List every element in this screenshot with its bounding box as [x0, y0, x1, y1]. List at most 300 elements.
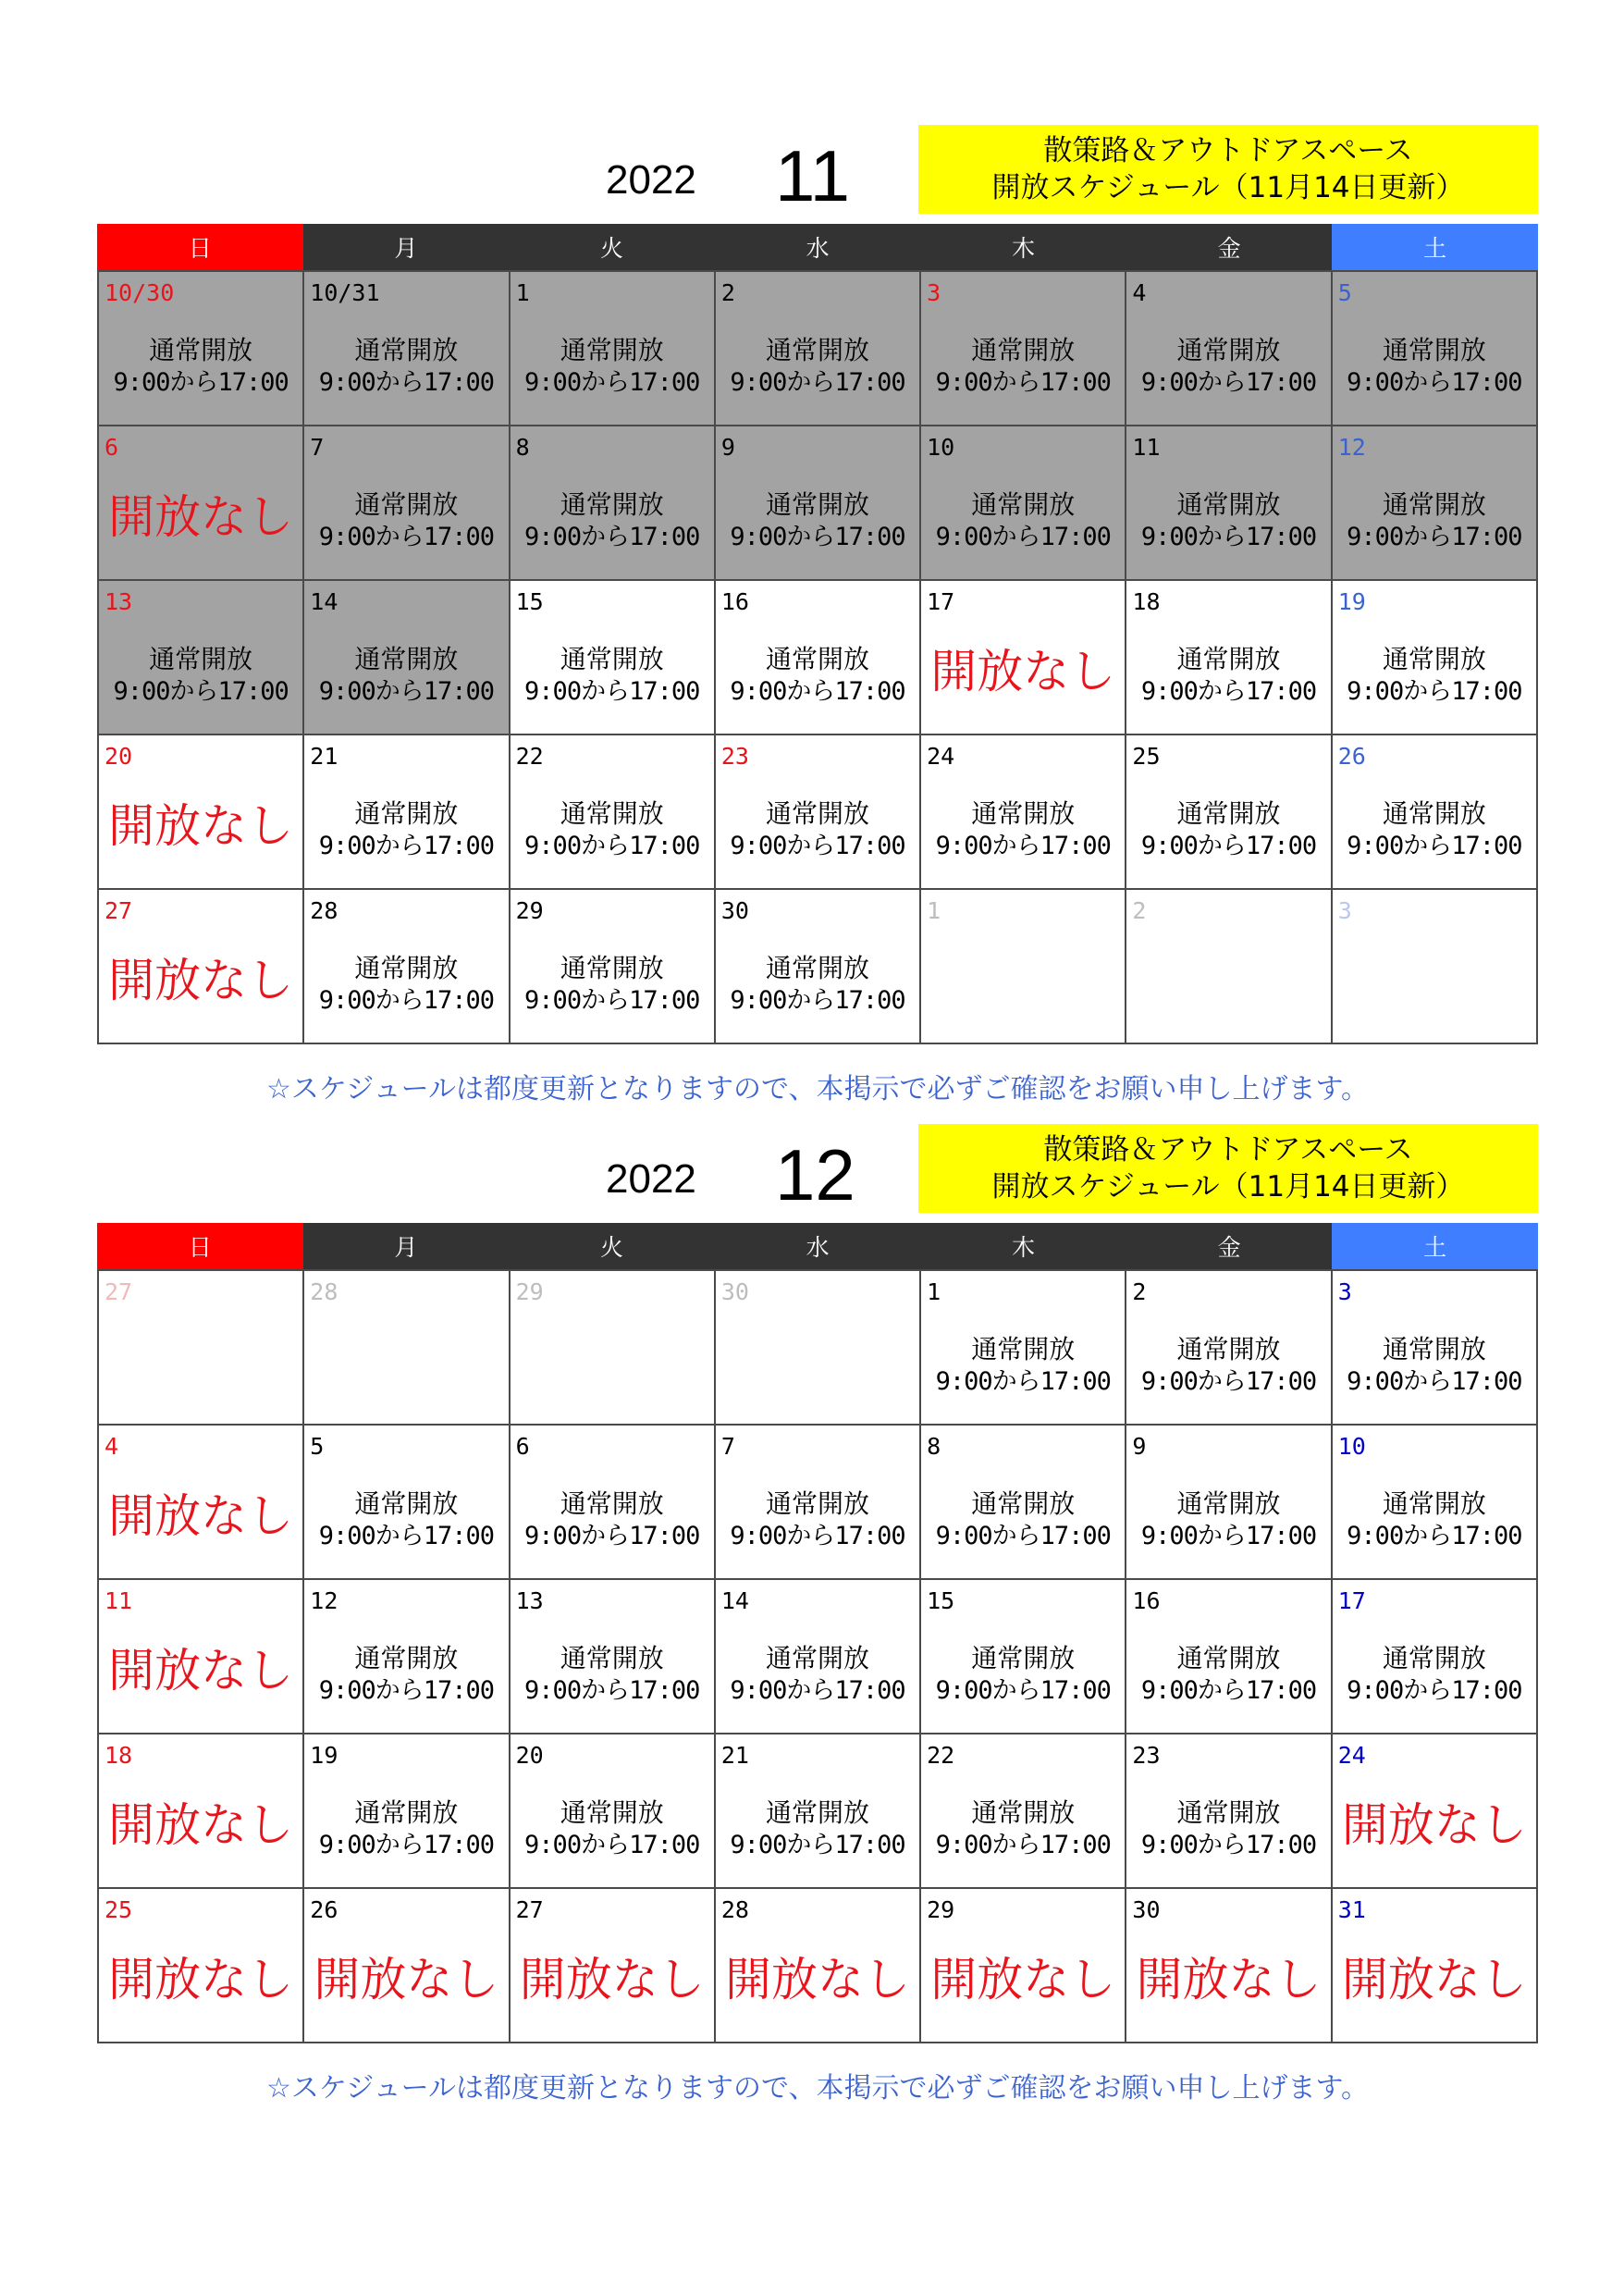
weekday-label: 水	[715, 1223, 921, 1269]
day-number: 18	[105, 1742, 133, 1769]
open-status	[1126, 1643, 1330, 1708]
open-status	[511, 798, 714, 863]
day-number: 3	[927, 279, 941, 306]
day-number: 20	[105, 743, 133, 770]
day-cell	[99, 1734, 304, 1889]
weekday-label: 木	[920, 224, 1126, 270]
day-cell	[99, 1426, 304, 1580]
day-number: 31	[1337, 1896, 1366, 1923]
open-hours: 9:00から17:00	[1347, 368, 1522, 397]
open-status	[716, 644, 919, 709]
open-label: 通常開放	[1176, 489, 1281, 520]
calendar-month: 12	[775, 1134, 855, 1216]
closed-status: 開放なし	[108, 1798, 294, 1852]
weekday-label: 月	[303, 224, 510, 270]
closed-status: 開放なし	[519, 1953, 705, 2006]
day-cell	[716, 1580, 921, 1734]
closed-status: 開放なし	[724, 1953, 910, 2006]
open-hours: 9:00から17:00	[524, 1831, 700, 1859]
open-label: 通常開放	[765, 335, 869, 365]
closed-status: 開放なし	[108, 954, 294, 1007]
day-number: 6	[105, 434, 119, 461]
open-status	[716, 1643, 919, 1708]
open-label: 通常開放	[765, 644, 869, 674]
calendar-weeks	[97, 1269, 1538, 2043]
day-number: 10/31	[310, 279, 380, 306]
day-number: 1	[927, 1278, 941, 1305]
day-cell	[511, 1271, 716, 1426]
open-hours: 9:00から17:00	[524, 986, 700, 1015]
closed-status: 開放なし	[930, 645, 1116, 698]
open-label: 通常開放	[1382, 1334, 1486, 1364]
open-label: 通常開放	[1176, 1643, 1281, 1673]
open-label: 通常開放	[354, 953, 459, 983]
open-hours: 9:00から17:00	[730, 1831, 905, 1859]
open-hours: 9:00から17:00	[1347, 1522, 1522, 1550]
day-number: 2	[1132, 897, 1147, 924]
day-number: 13	[515, 1587, 544, 1614]
open-status	[1333, 1643, 1536, 1708]
day-cell	[716, 581, 921, 735]
day-number: 16	[720, 588, 749, 615]
open-hours: 9:00から17:00	[318, 677, 495, 706]
open-label: 通常開放	[149, 335, 253, 365]
open-label: 通常開放	[765, 1797, 869, 1828]
open-hours: 9:00から17:00	[113, 368, 289, 397]
day-cell	[1333, 426, 1538, 581]
open-status	[1126, 798, 1330, 863]
weekday-header	[97, 1223, 1538, 1269]
open-label: 通常開放	[1176, 798, 1281, 829]
day-cell	[99, 272, 304, 426]
calendar-year: 2022	[606, 157, 696, 203]
open-hours: 9:00から17:00	[524, 1522, 700, 1550]
day-number: 29	[515, 1278, 544, 1305]
closed-status: 開放なし	[108, 1644, 294, 1697]
open-status	[511, 953, 714, 1018]
open-hours: 9:00から17:00	[935, 1831, 1111, 1859]
open-hours: 9:00から17:00	[1347, 523, 1522, 551]
day-number: 27	[105, 1278, 133, 1305]
open-hours: 9:00から17:00	[1140, 1522, 1317, 1550]
day-cell	[511, 890, 716, 1044]
open-label: 通常開放	[1176, 644, 1281, 674]
update-note: ☆スケジュールは都度更新となりますので、本掲示で必ずご確認をお願い申し上げます。	[265, 2072, 1370, 2105]
day-number: 23	[1132, 1742, 1161, 1769]
open-hours: 9:00から17:00	[730, 368, 905, 397]
day-cell	[304, 735, 510, 890]
open-status	[511, 1488, 714, 1553]
weekday-label: 日	[97, 1223, 303, 1269]
day-cell	[1126, 1271, 1332, 1426]
open-label: 通常開放	[560, 335, 664, 365]
day-cell	[99, 890, 304, 1044]
day-cell	[716, 890, 921, 1044]
open-label: 通常開放	[765, 1488, 869, 1519]
open-hours: 9:00から17:00	[113, 677, 289, 706]
open-status	[304, 798, 508, 863]
open-label: 通常開放	[1176, 335, 1281, 365]
week-row	[99, 1426, 1538, 1580]
week-row	[99, 1271, 1538, 1426]
open-status	[304, 953, 508, 1018]
day-number: 28	[310, 897, 338, 924]
day-number: 22	[927, 1742, 955, 1769]
update-note: ☆スケジュールは都度更新となりますので、本掲示で必ずご確認をお願い申し上げます。	[265, 1073, 1370, 1105]
day-cell	[716, 1426, 921, 1580]
day-number: 30	[720, 897, 749, 924]
open-hours: 9:00から17:00	[1140, 1831, 1317, 1859]
open-status	[304, 489, 508, 554]
day-number: 8	[927, 1433, 941, 1460]
open-label: 通常開放	[149, 644, 253, 674]
day-cell	[921, 735, 1126, 890]
open-label: 通常開放	[1382, 335, 1486, 365]
day-number: 26	[310, 1896, 338, 1923]
open-hours: 9:00から17:00	[1347, 832, 1522, 860]
day-number: 9	[1132, 1433, 1147, 1460]
open-status	[716, 1488, 919, 1553]
open-label: 通常開放	[1382, 644, 1486, 674]
open-status	[1126, 1797, 1330, 1862]
day-number: 13	[105, 588, 133, 615]
open-status	[99, 644, 302, 709]
day-number: 9	[720, 434, 735, 461]
day-cell	[304, 1271, 510, 1426]
open-hours: 9:00から17:00	[935, 523, 1111, 551]
open-status	[716, 489, 919, 554]
calendar-year: 2022	[606, 1156, 696, 1202]
open-status	[1126, 1488, 1330, 1553]
day-cell	[1126, 735, 1332, 890]
day-number: 24	[927, 743, 955, 770]
open-hours: 9:00から17:00	[318, 1522, 495, 1550]
open-label: 通常開放	[560, 1797, 664, 1828]
day-cell	[1333, 1889, 1538, 2043]
day-number: 29	[927, 1896, 955, 1923]
day-cell	[921, 581, 1126, 735]
day-number: 8	[515, 434, 530, 461]
day-cell	[1126, 890, 1332, 1044]
banner-title: 散策路＆アウトドアスペース	[1043, 134, 1413, 167]
day-cell	[511, 272, 716, 426]
open-status	[921, 489, 1125, 554]
open-status	[716, 953, 919, 1018]
day-number: 6	[515, 1433, 530, 1460]
day-cell	[1126, 1580, 1332, 1734]
open-status	[1333, 1488, 1536, 1553]
open-hours: 9:00から17:00	[935, 832, 1111, 860]
open-label: 通常開放	[354, 798, 459, 829]
open-status	[1126, 335, 1330, 400]
open-hours: 9:00から17:00	[318, 1831, 495, 1859]
day-number: 18	[1132, 588, 1161, 615]
open-hours: 9:00から17:00	[524, 523, 700, 551]
open-status	[1333, 489, 1536, 554]
closed-status: 開放なし	[108, 1489, 294, 1543]
day-cell	[304, 581, 510, 735]
weekday-header	[97, 224, 1538, 270]
open-status	[304, 644, 508, 709]
schedule-banner	[918, 125, 1538, 214]
open-hours: 9:00から17:00	[318, 368, 495, 397]
calendar-month: 11	[775, 135, 850, 216]
day-cell	[716, 735, 921, 890]
open-hours: 9:00から17:00	[318, 986, 495, 1015]
day-number: 14	[310, 588, 338, 615]
open-hours: 9:00から17:00	[730, 1522, 905, 1550]
open-status	[99, 335, 302, 400]
closed-status: 開放なし	[1341, 1798, 1527, 1852]
day-cell	[1333, 581, 1538, 735]
day-cell	[1126, 426, 1332, 581]
open-status	[716, 335, 919, 400]
open-hours: 9:00から17:00	[1140, 832, 1317, 860]
day-number: 10	[1337, 1433, 1366, 1460]
day-cell	[1126, 1734, 1332, 1889]
open-label: 通常開放	[971, 335, 1076, 365]
open-label: 通常開放	[354, 644, 459, 674]
day-number: 19	[310, 1742, 338, 1769]
open-hours: 9:00から17:00	[935, 368, 1111, 397]
open-hours: 9:00から17:00	[318, 832, 495, 860]
open-label: 通常開放	[971, 1797, 1076, 1828]
day-cell	[1333, 1426, 1538, 1580]
open-status	[921, 798, 1125, 863]
weekday-label: 土	[1332, 1223, 1538, 1269]
open-status	[304, 1797, 508, 1862]
open-label: 通常開放	[354, 1488, 459, 1519]
day-number: 2	[1132, 1278, 1147, 1305]
day-cell	[304, 890, 510, 1044]
day-number: 14	[720, 1587, 749, 1614]
day-number: 12	[310, 1587, 338, 1614]
day-cell	[511, 581, 716, 735]
day-cell	[1126, 1889, 1332, 2043]
week-row	[99, 890, 1538, 1044]
weekday-label: 日	[97, 224, 303, 270]
open-status	[1126, 1334, 1330, 1399]
open-hours: 9:00から17:00	[935, 1676, 1111, 1705]
open-label: 通常開放	[1176, 1488, 1281, 1519]
weekday-label: 火	[509, 1223, 715, 1269]
open-hours: 9:00から17:00	[730, 523, 905, 551]
open-label: 通常開放	[560, 798, 664, 829]
day-number: 19	[1337, 588, 1366, 615]
open-label: 通常開放	[971, 1488, 1076, 1519]
banner-subtitle: 開放スケジュール（11月14日更新）	[991, 1170, 1465, 1204]
open-hours: 9:00から17:00	[1140, 368, 1317, 397]
day-number: 15	[515, 588, 544, 615]
day-cell	[921, 1426, 1126, 1580]
open-label: 通常開放	[354, 1797, 459, 1828]
day-cell	[304, 426, 510, 581]
week-row	[99, 272, 1538, 426]
open-status	[921, 335, 1125, 400]
day-cell	[99, 735, 304, 890]
open-label: 通常開放	[1382, 1488, 1486, 1519]
week-row	[99, 581, 1538, 735]
day-number: 1	[927, 897, 941, 924]
day-cell	[921, 1271, 1126, 1426]
schedule-banner	[918, 1124, 1538, 1213]
day-cell	[304, 1734, 510, 1889]
closed-status: 開放なし	[314, 1953, 499, 2006]
day-cell	[921, 1580, 1126, 1734]
day-cell	[921, 1734, 1126, 1889]
day-cell	[1126, 1426, 1332, 1580]
day-cell	[99, 426, 304, 581]
day-number: 30	[720, 1278, 749, 1305]
day-cell	[1126, 581, 1332, 735]
day-number: 30	[1132, 1896, 1161, 1923]
closed-status: 開放なし	[108, 799, 294, 853]
day-number: 3	[1337, 1278, 1352, 1305]
open-status	[1126, 644, 1330, 709]
day-number: 21	[720, 1742, 749, 1769]
day-cell	[99, 1580, 304, 1734]
week-row	[99, 426, 1538, 581]
open-label: 通常開放	[1176, 1797, 1281, 1828]
day-cell	[716, 1889, 921, 2043]
day-cell	[1333, 1734, 1538, 1889]
open-status	[716, 1797, 919, 1862]
day-cell	[716, 272, 921, 426]
open-status	[304, 1488, 508, 1553]
open-label: 通常開放	[765, 798, 869, 829]
open-status	[511, 1643, 714, 1708]
week-row	[99, 735, 1538, 890]
day-number: 24	[1337, 1742, 1366, 1769]
open-status	[921, 1797, 1125, 1862]
day-cell	[304, 1426, 510, 1580]
open-label: 通常開放	[971, 489, 1076, 520]
open-hours: 9:00から17:00	[318, 1676, 495, 1705]
day-number: 27	[105, 897, 133, 924]
day-number: 17	[1337, 1587, 1366, 1614]
day-cell	[921, 1889, 1126, 2043]
weekday-label: 土	[1332, 224, 1538, 270]
day-number: 28	[310, 1278, 338, 1305]
day-cell	[921, 890, 1126, 1044]
open-status	[1333, 798, 1536, 863]
calendar-grid	[97, 1223, 1538, 2043]
open-status	[511, 335, 714, 400]
open-hours: 9:00から17:00	[1140, 677, 1317, 706]
closed-status: 開放なし	[1341, 1953, 1527, 2006]
day-cell	[511, 1580, 716, 1734]
day-number: 22	[515, 743, 544, 770]
day-number: 7	[310, 434, 325, 461]
open-status	[511, 489, 714, 554]
open-hours: 9:00から17:00	[1140, 523, 1317, 551]
weekday-label: 木	[920, 1223, 1126, 1269]
weekday-label: 水	[715, 224, 921, 270]
day-number: 28	[720, 1896, 749, 1923]
day-cell	[511, 735, 716, 890]
week-row	[99, 1734, 1538, 1889]
day-cell	[99, 581, 304, 735]
day-cell	[1333, 272, 1538, 426]
weekday-label: 火	[509, 224, 715, 270]
day-number: 12	[1337, 434, 1366, 461]
open-status	[716, 798, 919, 863]
day-cell	[304, 272, 510, 426]
day-number: 11	[1132, 434, 1161, 461]
closed-status: 開放なし	[930, 1953, 1116, 2006]
day-number: 17	[927, 588, 955, 615]
open-status	[511, 644, 714, 709]
open-hours: 9:00から17:00	[1140, 1367, 1317, 1396]
open-status	[1333, 1334, 1536, 1399]
day-number: 5	[1337, 279, 1352, 306]
day-cell	[1333, 735, 1538, 890]
day-cell	[1333, 1580, 1538, 1734]
closed-status: 開放なし	[108, 1953, 294, 2006]
open-label: 通常開放	[765, 953, 869, 983]
open-label: 通常開放	[971, 798, 1076, 829]
open-label: 通常開放	[1382, 798, 1486, 829]
day-cell	[716, 1271, 921, 1426]
open-status	[921, 1334, 1125, 1399]
day-number: 29	[515, 897, 544, 924]
day-cell	[511, 1734, 716, 1889]
week-row	[99, 1889, 1538, 2043]
day-cell	[716, 1734, 921, 1889]
day-cell	[511, 1426, 716, 1580]
day-number: 27	[515, 1896, 544, 1923]
day-cell	[1333, 890, 1538, 1044]
open-label: 通常開放	[1382, 489, 1486, 520]
day-number: 1	[515, 279, 530, 306]
open-hours: 9:00から17:00	[524, 368, 700, 397]
open-hours: 9:00から17:00	[730, 832, 905, 860]
day-cell	[304, 1580, 510, 1734]
day-number: 3	[1337, 897, 1352, 924]
open-status	[511, 1797, 714, 1862]
open-hours: 9:00から17:00	[318, 523, 495, 551]
day-number: 4	[1132, 279, 1147, 306]
open-hours: 9:00から17:00	[730, 1676, 905, 1705]
day-cell	[99, 1889, 304, 2043]
open-label: 通常開放	[1176, 1334, 1281, 1364]
week-row	[99, 1580, 1538, 1734]
weekday-label: 金	[1126, 1223, 1333, 1269]
day-cell	[99, 1271, 304, 1426]
open-label: 通常開放	[971, 1334, 1076, 1364]
day-number: 7	[720, 1433, 735, 1460]
open-hours: 9:00から17:00	[1140, 1676, 1317, 1705]
day-number: 10	[927, 434, 955, 461]
day-number: 16	[1132, 1587, 1161, 1614]
day-number: 2	[720, 279, 735, 306]
open-label: 通常開放	[560, 644, 664, 674]
day-number: 25	[1132, 743, 1161, 770]
open-status	[921, 1488, 1125, 1553]
day-cell	[304, 1889, 510, 2043]
day-number: 11	[105, 1587, 133, 1614]
calendar-grid	[97, 224, 1538, 1044]
open-hours: 9:00から17:00	[935, 1367, 1111, 1396]
day-number: 4	[105, 1433, 119, 1460]
day-number: 26	[1337, 743, 1366, 770]
open-hours: 9:00から17:00	[1347, 677, 1522, 706]
weekday-label: 月	[303, 1223, 510, 1269]
open-label: 通常開放	[1382, 1643, 1486, 1673]
day-cell	[1126, 272, 1332, 426]
open-hours: 9:00から17:00	[935, 1522, 1111, 1550]
open-hours: 9:00から17:00	[1347, 1676, 1522, 1705]
